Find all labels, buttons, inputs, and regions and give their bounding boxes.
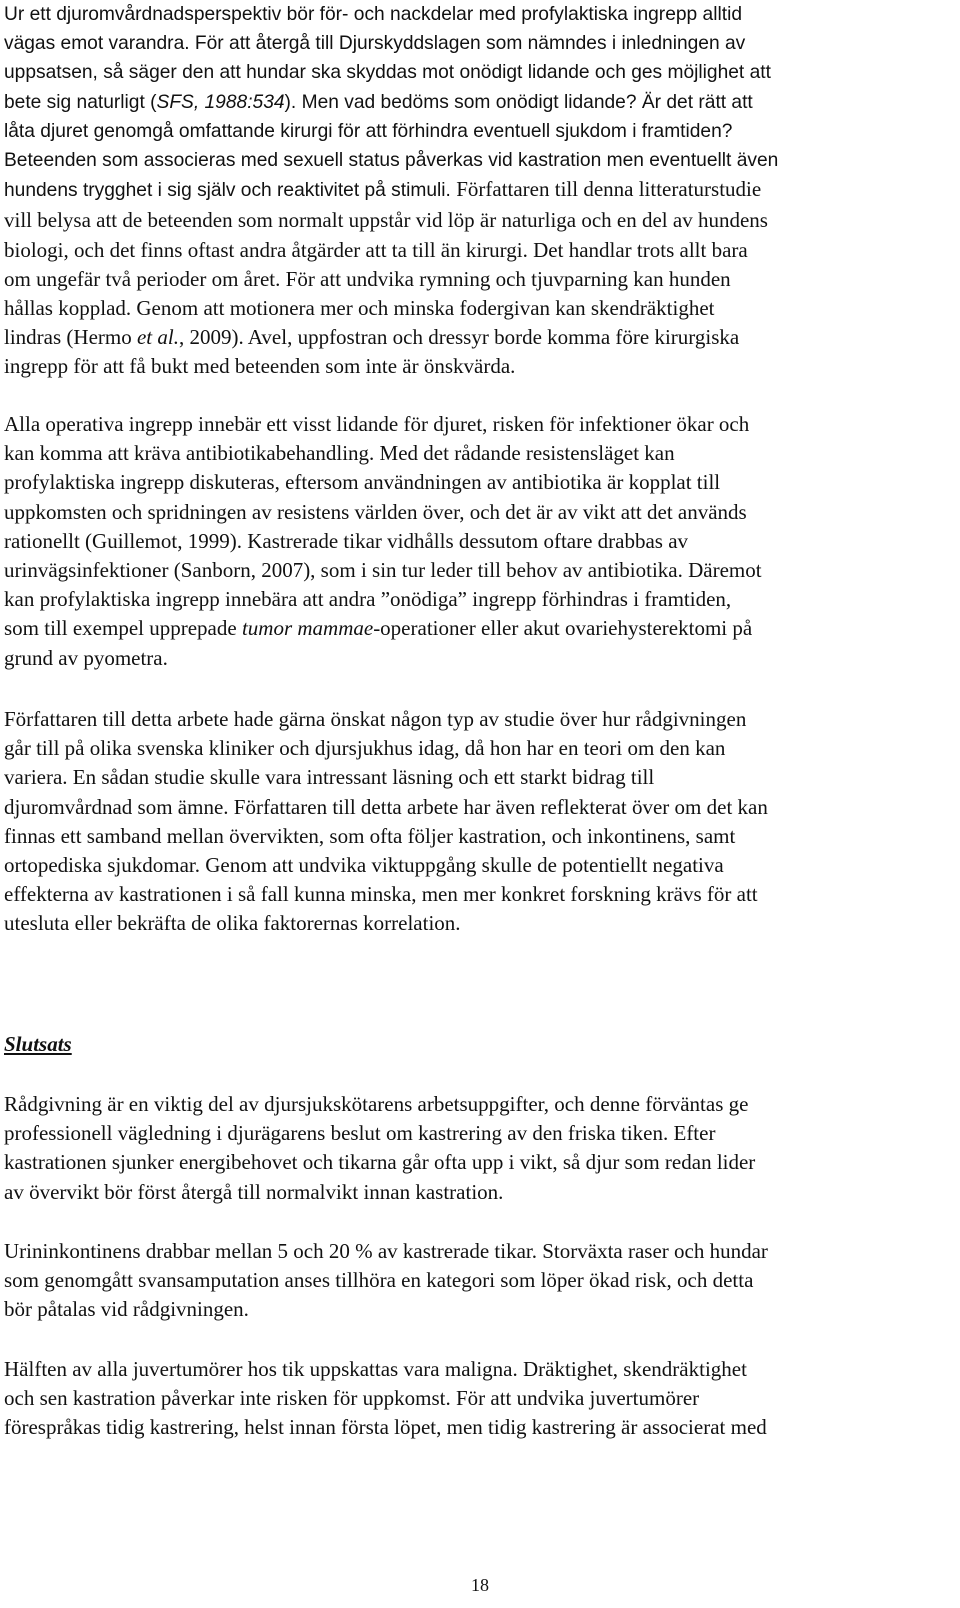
citation-italic: et al. (136, 325, 179, 350)
text-line: hållas kopplad. Genom att motionera mer och minska fodergivan kan skendräktighet (4, 296, 715, 321)
text-line: som genomgått svansamputation anses tillhöra en kategori som löper ökad risk, och detta (4, 1268, 754, 1293)
page-number: 18 (471, 1575, 489, 1595)
text-line: vill belysa att de beteenden som normalt uppstår vid löp är naturliga och en del av hundens (4, 208, 768, 233)
text-line: ingrepp för att få bukt med beteenden som inte är önskvärda. (4, 354, 516, 379)
text-line (4, 323, 944, 352)
text-run: -operationer eller akut ovariehysterektomi på (373, 616, 753, 641)
text-line: grund av pyometra. (4, 645, 168, 670)
text-line: går till på olika svenska kliniker och djursjukhus idag, då hon har en teori om den kan (4, 736, 726, 761)
text-line (4, 614, 944, 643)
text-run: , 2009). Avel, uppfostran och dressyr borde komma före kirurgiska (178, 325, 740, 350)
text-line: urinvägsinfektioner (Sanborn, 2007), som i sin tur leder till behov av antibiotika. Däremot (4, 558, 762, 583)
text-line (4, 175, 944, 206)
text-line: profylaktiska ingrepp diskuteras, eftersom användningen av antibiotika är kopplat till (4, 470, 721, 495)
text-line: djuromvårdnad som ämne. Författaren till detta arbete har även reflekterat över om det kan (4, 794, 768, 819)
text-line: professionell vägledning i djurägarens beslut om kastrering av den friska tiken. Efter (4, 1121, 716, 1146)
text-run: ). Men vad bedöms som onödigt lidande? Är det rätt att (284, 91, 753, 113)
text-line: Beteenden som associeras med sexuell status påverkas vid kastration men eventuellt även (4, 150, 779, 172)
paragraph-5 (4, 1237, 944, 1325)
text-line: rationellt (Guillemot, 1999). Kastrerade tikar vidhålls dessutom oftare drabbas av (4, 528, 689, 553)
text-line: av övervikt bör först återgå till normalvikt innan kastration. (4, 1179, 504, 1204)
text-line: kan komma att kräva antibiotikabehandling. Med det rådande resistensläget kan (4, 441, 675, 466)
paragraph-2 (4, 410, 944, 673)
text-line: kastrationen sjunker energibehovet och tikarna går ofta upp i vikt, så djur som redan lider (4, 1150, 756, 1175)
text-run: bete sig naturligt ( (4, 91, 157, 113)
text-run: som till exempel upprepade (4, 616, 242, 641)
text-line: om ungefär två perioder om året. För att undvika rymning och tjuvparning kan hunden (4, 266, 731, 291)
text-line: uppsatsen, så säger den att hundar ska skyddas mot onödigt lidande och ges möjlighet att (4, 62, 771, 84)
text-line: Rådgivning är en viktig del av djursjukskötarens arbetsuppgifter, och denne förväntas ge (4, 1092, 749, 1116)
text-line: variera. En sådan studie skulle vara intressant läsning och ett starkt bidrag till (4, 765, 655, 790)
text-line: finnas ett samband mellan övervikten, som ofta följer kastration, och inkontinens, samt (4, 823, 736, 848)
paragraph-4 (4, 1090, 944, 1207)
text-run: Författaren till denna litteraturstudie (456, 177, 762, 202)
text-run: lindras (Hermo (4, 325, 137, 350)
citation-italic: SFS, 1988:534 (156, 91, 285, 113)
text-line: Hälften av alla juvertumörer hos tik uppskattas vara maligna. Dräktighet, skendräktighet (4, 1357, 747, 1381)
paragraph-3 (4, 705, 944, 939)
text-line: bör påtalas vid rådgivningen. (4, 1297, 249, 1322)
paragraph-6 (4, 1355, 944, 1443)
text-line: Alla operativa ingrepp innebär ett visst lidande för djuret, risken för infektioner ökar och (4, 412, 750, 436)
text-line: Ur ett djuromvårdnadsperspektiv bör för- och nackdelar med profylaktiska ingrepp alltid (4, 4, 742, 25)
text-run: hundens trygghet i sig själv och reaktivitet på stimuli. (4, 180, 457, 202)
text-line: Urininkontinens drabbar mellan 5 och 20 % av kastrerade tikar. Storväxta raser och hundar (4, 1239, 768, 1263)
text-line: biologi, och det finns oftast andra åtgärder att ta till än kirurgi. Det handlar trots allt bara (4, 237, 748, 262)
text-line: kan profylaktiska ingrepp innebära att andra ”onödiga” ingrepp förhindras i framtiden, (4, 587, 732, 612)
text-line: uppkomsten och spridningen av resistens världen över, och det är av vikt att det används (4, 499, 747, 524)
text-line: ortopediska sjukdomar. Genom att undvika viktuppgång skulle de potentiellt negativa (4, 853, 724, 878)
text-line: och sen kastration påverkar inte risken för uppkomst. För att undvika juvertumörer (4, 1386, 700, 1411)
section-heading: Slutsats (4, 1032, 72, 1056)
text-line: låta djuret genomgå omfattande kirurgi för att förhindra eventuell sjukdom i framtiden? (4, 120, 733, 142)
text-line: utesluta eller bekräfta de olika faktorernas korrelation. (4, 911, 461, 936)
paragraph-1 (4, 0, 944, 382)
text-line: effekterna av kastrationen i så fall kunna minska, men mer konkret forskning krävs för att (4, 882, 758, 907)
text-line: Författaren till detta arbete hade gärna önskat någon typ av studie över hur rådgivningen (4, 707, 747, 731)
text-line: förespråkas tidig kastrering, helst innan första löpet, men tidig kastrering är associerat med (4, 1415, 767, 1440)
text-line (4, 88, 944, 117)
term-italic: tumor mammae (241, 616, 374, 641)
text-line: vägas emot varandra. För att återgå till Djurskyddslagen som nämndes i inledningen av (4, 33, 746, 55)
